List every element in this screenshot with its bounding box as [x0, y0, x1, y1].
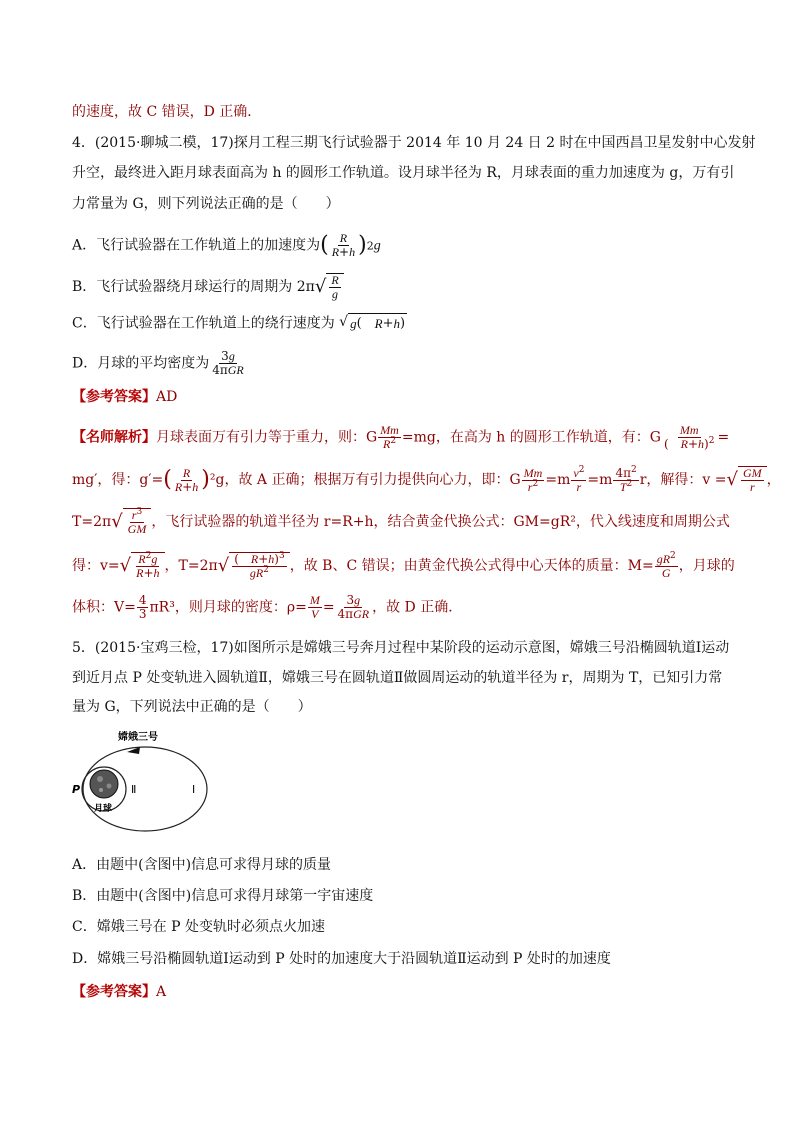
probe-label: 嫦娥三号: [118, 732, 158, 743]
moon-crater: [107, 784, 112, 789]
q5-answer: [72, 982, 724, 1002]
q5-stem-line-3: 量为 G，下列说法中正确的是（ ）: [72, 699, 312, 715]
q4-stem-line-3: 力常量为 G，则下列说法正确的是（ ）: [72, 196, 340, 212]
moon-crater: [99, 788, 103, 792]
analysis-text: T=2π: [72, 514, 112, 530]
q4-stem-line-2: 升空，最终进入距月球表面高为 h 的圆形工作轨道。设月球半径为 R，月球表面的重力加速度为 g，万有引: [72, 165, 735, 181]
q5-option-c: C．嫦娥三号在 P 处变轨时必须点火加速: [72, 919, 326, 935]
analysis-text: ，故 B、C 错误；由黄金代换公式得中心天体的质量：M=: [289, 558, 654, 574]
orbit-1-label: Ⅰ: [192, 783, 196, 796]
q5-stem-line-1: 5．(2015·宝鸡三检，17)如图所示是嫦娥三号奔月过程中某阶段的运动示意图，嫦娥三号沿椭圆轨道Ⅰ运动: [72, 640, 730, 656]
q5-option-a: A．由题中(含图中)信息可求得月球的质量: [72, 857, 332, 873]
q4-analysis-line-3: T=2π √ $\frac{r^3}{GM}$ ，飞行试验器的轨道半径为 r=R+h，结合黄金代换公式：GM=gR²，代入线速度和周期公式: [72, 507, 730, 536]
analysis-text: =mg，在高为 h 的圆形工作轨道，有：G: [401, 429, 661, 446]
q4-answer-value: AD: [156, 389, 178, 405]
analysis-text: 体积：V=: [72, 599, 136, 616]
analysis-text: ，故 D 正确．: [372, 599, 463, 616]
q4-option-d-text: D．月球的平均密度为: [72, 355, 210, 372]
q4-answer: [72, 387, 724, 407]
analysis-text: 月球表面万有引力等于重力，则：G: [156, 429, 378, 446]
q4-option-c: C．飞行试验器在工作轨道上的绕行速度为 √ g ( R + h ): [72, 313, 724, 334]
analysis-text: mg′，得：g′=: [72, 472, 164, 488]
q4-analysis-tag: 【名师解析】: [72, 429, 156, 446]
orbit-diagram: [60, 722, 230, 832]
analysis-text: πR³，则月球的密度：ρ=: [149, 599, 307, 616]
point-p-label: P: [72, 783, 81, 796]
analysis-text: ，T=2π: [164, 558, 218, 574]
q4-analysis-line-4: 得：v= √ $\frac{R^2g}{R+h}$ ，T=2π √ $\frac{( R+h)^3}{gR^2}$ ，故 B、C 错误；由黄金代换公式得中心天体的质量：M= $\frac{gR^2}{G}$ ，月球的: [72, 550, 735, 580]
q4-option-a: A．飞行试验器在工作轨道上的加速度为( $\frac{R}{R+h}$ )2g: [72, 231, 381, 259]
q5-option-d: D．嫦娥三号沿椭圆轨道Ⅰ运动到 P 处时的加速度大于沿圆轨道Ⅱ运动到 P 处时的加速度: [72, 951, 611, 967]
analysis-text: =: [717, 429, 730, 446]
q4-analysis-line-2: mg′，得：g′=( $\frac{R}{R+h}$ )²g，故 A 正确；根据万有引力提供向心力，即：G $\frac{Mm}{r^2}$ =m $\frac{v^2}{r}$ =m $\frac{4\pi^2}{T^2}$ r，解得：v = √ $\frac{GM}{r}$ ，: [72, 464, 781, 494]
q5-answer-value: A: [156, 984, 167, 1000]
analysis-text: ，月球的: [678, 558, 735, 574]
analysis-text: ²g，故 A 正确；根据万有引力提供向心力，即：G: [209, 472, 521, 488]
q4-option-c-text: C．飞行试验器在工作轨道上的绕行速度为: [72, 315, 335, 332]
moon-body: [90, 770, 118, 798]
analysis-text: 得：v=: [72, 558, 120, 574]
moon-crater: [97, 776, 103, 782]
analysis-text: =m: [545, 472, 571, 488]
q5-answer-tag: 【参考答案】: [72, 984, 156, 1000]
q4-option-b: B．飞行试验器绕月球运行的周期为 2π √ $\frac{R}{g}$: [72, 273, 724, 301]
analysis-text: ，飞行试验器的轨道半径为 r=R+h，结合黄金代换公式：GM=gR²，代入线速度和周期公式: [151, 514, 730, 530]
q4-analysis-line-5: 体积：V= $\frac{4}{3}$ πR³，则月球的密度：ρ= $\frac{M}{V}$ = $\frac{3g}{\text{4πGR}}$ ，故 D 正确．: [72, 593, 463, 621]
q5-option-b: B．由题中(含图中)信息可求得月球第一宇宙速度: [72, 888, 374, 904]
moon-label: 月球: [94, 804, 113, 814]
analysis-text: =: [322, 599, 335, 616]
analysis-text: r，解得：v =: [639, 472, 727, 488]
analysis-text: =m: [587, 472, 613, 488]
q4-option-b-text: B．飞行试验器绕月球运行的周期为 2π: [72, 279, 315, 295]
orbit-2-label: Ⅱ: [131, 783, 137, 796]
q4-option-a-text: A．飞行试验器在工作轨道上的加速度为: [72, 237, 321, 254]
q4-stem-line-1: 4．(2015·聊城二模，17)探月工程三期飞行试验器于 2014 年 10 月 24 日 2 时在中国西昌卫星发射中心发射: [72, 135, 756, 151]
previous-analysis-ending: 的速度，故 C 错误，D 正确．: [72, 104, 262, 120]
q4-answer-tag: 【参考答案】: [72, 389, 156, 405]
q5-stem-line-2: 到近月点 P 处变轨进入圆轨道Ⅱ，嫦娥三号在圆轨道Ⅱ做圆周运动的轨道半径为 r，周期为 T，已知引力常: [72, 670, 723, 686]
q4-analysis-line-1: 【名师解析】月球表面万有引力等于重力，则：G $\frac{Mm}{R^2}$ =mg，在高为 h 的圆形工作轨道，有：G $\frac{Mm}{( R+h)^2}$ =: [72, 423, 730, 451]
q4-option-d: D．月球的平均密度为 $\frac{3g}{\text{4πGR}}$: [72, 349, 244, 377]
